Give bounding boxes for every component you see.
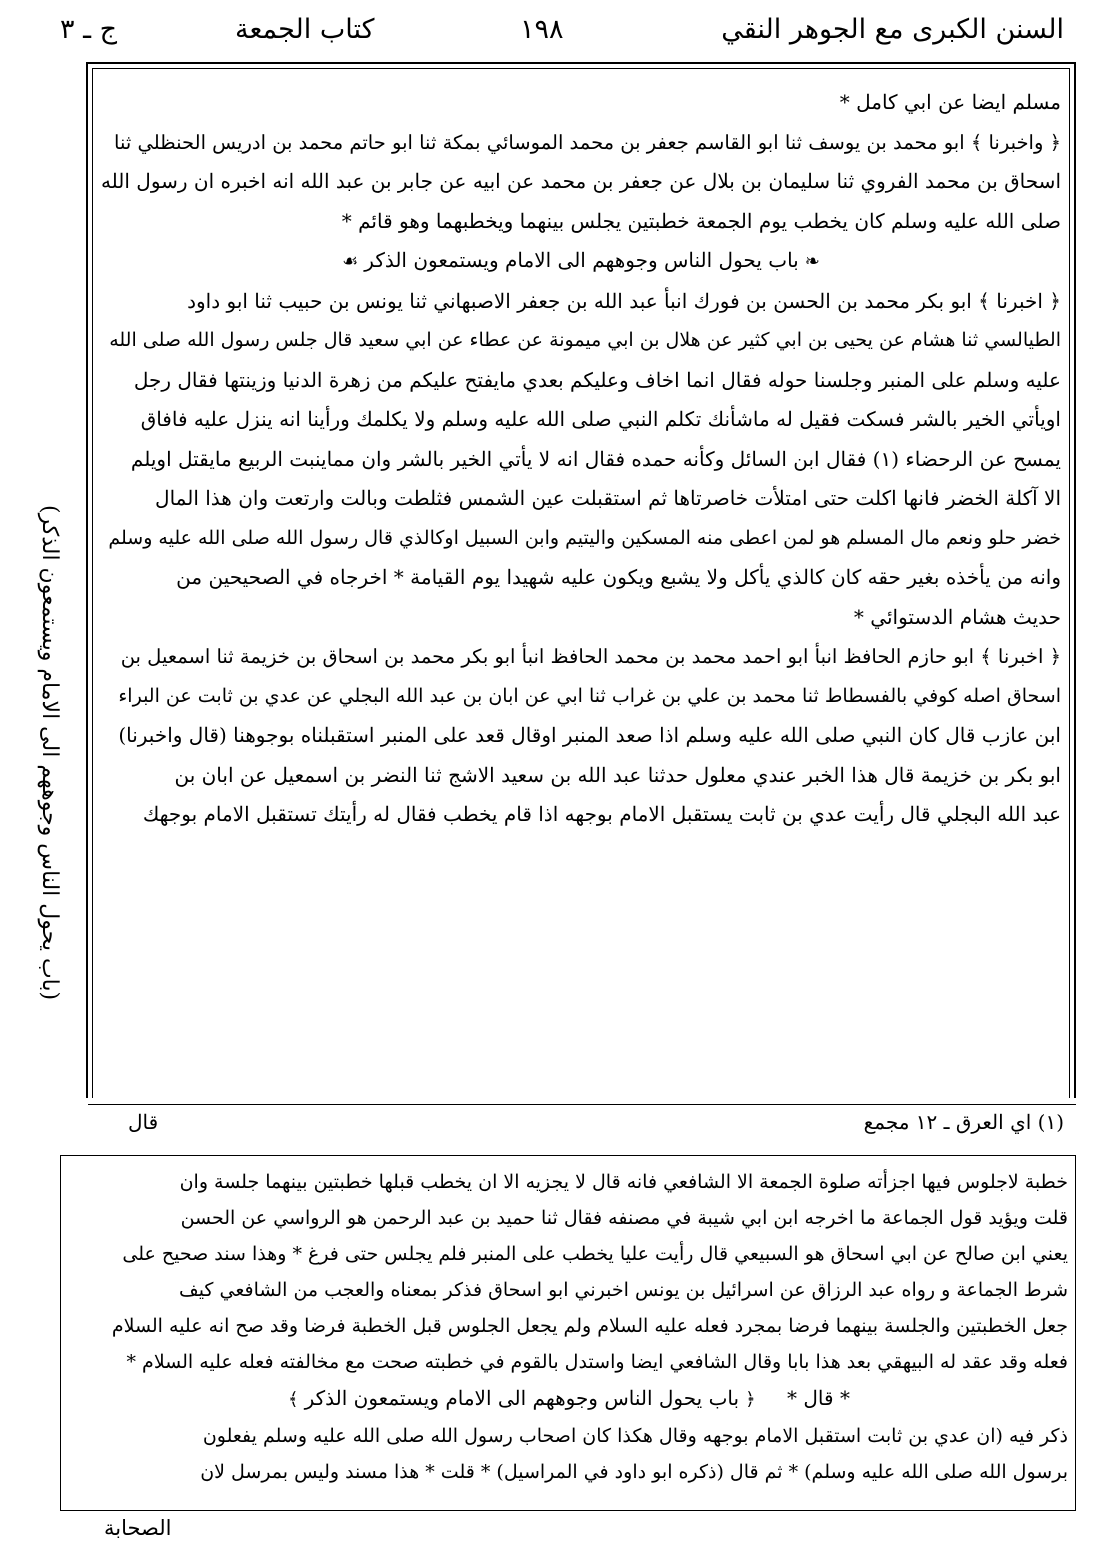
page-catchword: الصحابة: [104, 1516, 172, 1540]
main-lines-before-heading: [101, 83, 1061, 241]
running-title: السنن الكبرى مع الجوهر النقي: [721, 14, 1064, 45]
text-line: جعل الخطبتين والجلسة بينهما فرضا بمجرد فعله عليه السلام ولم يجعل الجلوس قبل الخطبة فرضا وقد صح انه عليه السلام: [111, 1315, 1068, 1337]
text-line: عبد الله البجلي قال رأيت عدي بن ثابت يستقبل الامام بوجهه اذا قام يخطب فقال له رأيتك تستقبل الامام بوجهك: [142, 802, 1061, 826]
text-line: عليه وسلم على المنبر وجلسنا حوله فقال انما اخاف وعليكم بعدي مايفتح عليكم من زهرة الدنيا وزينتها فقال رجل: [133, 367, 1061, 392]
chapter-heading: [101, 241, 1061, 282]
text-line: مسلم ايضا عن ابي كامل *: [839, 90, 1061, 114]
footnote-divider: [88, 1104, 1076, 1105]
text-line: صلى الله عليه وسلم كان يخطب يوم الجمعة خطبتين يجلس بينهما ويخطبهما وهو قائم *: [341, 208, 1061, 233]
text-line: يعني ابن صالح عن ابي اسحاق هو السبيعي قال رأيت عليا يخطب على المنبر فلم يجلس حتى فرغ * وهذا سند صحيح على: [122, 1243, 1068, 1265]
ornament-right-icon: ❧: [804, 251, 820, 272]
text-line: خطبة لاجلوس فيها اجزأته صلوة الجمعة الا الشافعي فانه قال لا يجزيه الا ان يخطب قبلها خطبتين بينهما جلسة وان: [179, 1171, 1068, 1193]
text-line: ابن عازب قال كان النبي صلى الله عليه وسلم اذا صعد المنبر اوقال قعد على المنبر استقبلناه بوجوهنا (قال واخبرنا): [118, 723, 1061, 747]
text-line: قلت ويؤيد قول الجماعة ما اخرجه ابن ابي شيبة في مصنفه فقال ثنا حميد بن عبد الرحمن هو الرواسي عن الحسن: [180, 1207, 1068, 1229]
main-text-frame: [86, 62, 1076, 1098]
text-line: اسحاق اصله كوفي بالفسطاط ثنا محمد بن علي بن غراب ثنا ابي عن ابان بن عبد الله البجلي عن عدي بن ثابت عن البراء: [118, 684, 1061, 707]
text-line: حديث هشام الدستوائي *: [853, 604, 1061, 629]
main-lines-after-heading: [101, 282, 1061, 835]
footnote: [88, 1110, 1064, 1146]
ornament-left-icon: ☙: [342, 251, 359, 272]
commentary-heading-label: * قال *: [787, 1386, 850, 1410]
text-line: اسحاق بن محمد الفروي ثنا سليمان بن بلال عن جعفر بن محمد عن ابيه عن جابر بن عبد الله انه اخبره ان رسول الله: [101, 169, 1061, 193]
text-line: ذكر فيه (ان عدي بن ثابت استقبل الامام بوجهه وقال هكذا كان اصحاب رسول الله صلى الله عليه وسلم يفعلون: [202, 1425, 1068, 1447]
text-line: وانه من يأخذه بغير حقه كان كالذي يأكل ولا يشبع ويكون عليه شهيدا يوم القيامة * اخرجاه في الصحيحين من: [176, 565, 1061, 589]
commentary-lines-after-heading: [64, 1418, 1068, 1490]
text-line: فعله وقد عقد له البيهقي بعد هذا بابا وقال الشافعي ايضا واستدل بالقوم في خطبته صحت مع مخالفته فعله عليه السلام *: [126, 1351, 1068, 1373]
volume-number: ج ـ ٣: [60, 14, 118, 45]
text-line: ابو بكر بن خزيمة قال هذا الخبر عندي معلول حدثنا عبد الله بن سعيد الاشج ثنا النضر بن اسمعيل عن ابان بن: [174, 762, 1061, 787]
text-line: اويأتي الخير بالشر فسكت فقيل له ماشأنك تكلم النبي صلى الله عليه وسلم ولا يكلمك ورأينا انه ينزل عليه فافاق: [140, 407, 1061, 431]
text-line: خضر حلو ونعم مال المسلم هو لمن اعطى منه المسكين واليتيم وابن السبيل اوكالذي قال رسول الله صلى الله عليه وسلم: [108, 526, 1061, 549]
main-text-inner-frame: [92, 68, 1070, 1098]
text-line: يمسح عن الرحضاء (١) فقال ابن السائل وكأنه حمده فقال انه لا يأتي الخير بالشر وان مماينبت الربيع مايقتل اويلم: [130, 446, 1061, 471]
page-number: ١٩٨: [520, 14, 564, 45]
commentary-heading: [64, 1380, 1068, 1418]
book-title: كتاب الجمعة: [235, 14, 375, 45]
text-line: شرط الجماعة و رواه عبد الرزاق عن اسرائيل بن يونس اخبرني ابو اسحاق فذكر بمعناه والعجب من الشافعي كيف: [179, 1279, 1068, 1301]
ornament-left-icon: ﴾: [288, 1389, 299, 1410]
footnote-text: (١) اي العرق ـ ١٢ مجمع: [863, 1110, 1064, 1134]
chapter-heading-text: باب يحول الناس وجوههم الى الامام ويستمعون الذكر: [364, 248, 799, 272]
text-line: الطيالسي ثنا هشام عن يحيى بن ابي كثير عن هلال بن ابي ميمونة عن عطاء عن ابي سعيد قال جلس رسول الله صلى الله: [109, 329, 1061, 351]
commentary-text: [64, 1164, 1068, 1490]
text-line: ﴿ اخبرنا ﴾ ابو حازم الحافظ انبأ ابو احمد محمد بن محمد الحافظ انبأ ابو بكر محمد بن اسحاق بن خزيمة ثنا اسمعيل بن: [120, 645, 1061, 668]
commentary-heading-text: باب يحول الناس وجوههم الى الامام ويستمعون الذكر: [304, 1386, 740, 1410]
page-header: [40, 8, 1064, 56]
text-line: ﴿ اخبرنا ﴾ ابو بكر محمد بن الحسن بن فورك انبأ عبد الله بن جعفر الاصبهاني ثنا يونس بن حبيب ثنا ابو داود: [187, 288, 1061, 313]
main-text: [101, 83, 1061, 835]
commentary-lines-before-heading: [64, 1164, 1068, 1380]
text-line: ﴿ واخبرنا ﴾ ابو محمد بن يوسف ثنا ابو القاسم جعفر بن محمد الموسائي بمكة ثنا ابو حاتم محمد بن ادريس الحنظلي ثنا: [114, 130, 1061, 154]
text-line: برسول الله صلى الله عليه وسلم) * ثم قال (ذكره ابو داود في المراسيل) * قلت * هذا مسند وليس بمرسل لان: [200, 1461, 1068, 1483]
text-line: الا آكلة الخضر فانها اكلت حتى امتلأت خاصرتاها ثم استقبلت عين الشمس فثلطت وبالت وارتعت وان هذا المال: [155, 486, 1061, 510]
ornament-right-icon: ﴿: [745, 1389, 756, 1410]
footnote-catchword: قال: [128, 1110, 159, 1134]
side-note: (باب يحول الناس وجوههم الى الامام ويستمعون الذكر): [37, 504, 62, 1000]
